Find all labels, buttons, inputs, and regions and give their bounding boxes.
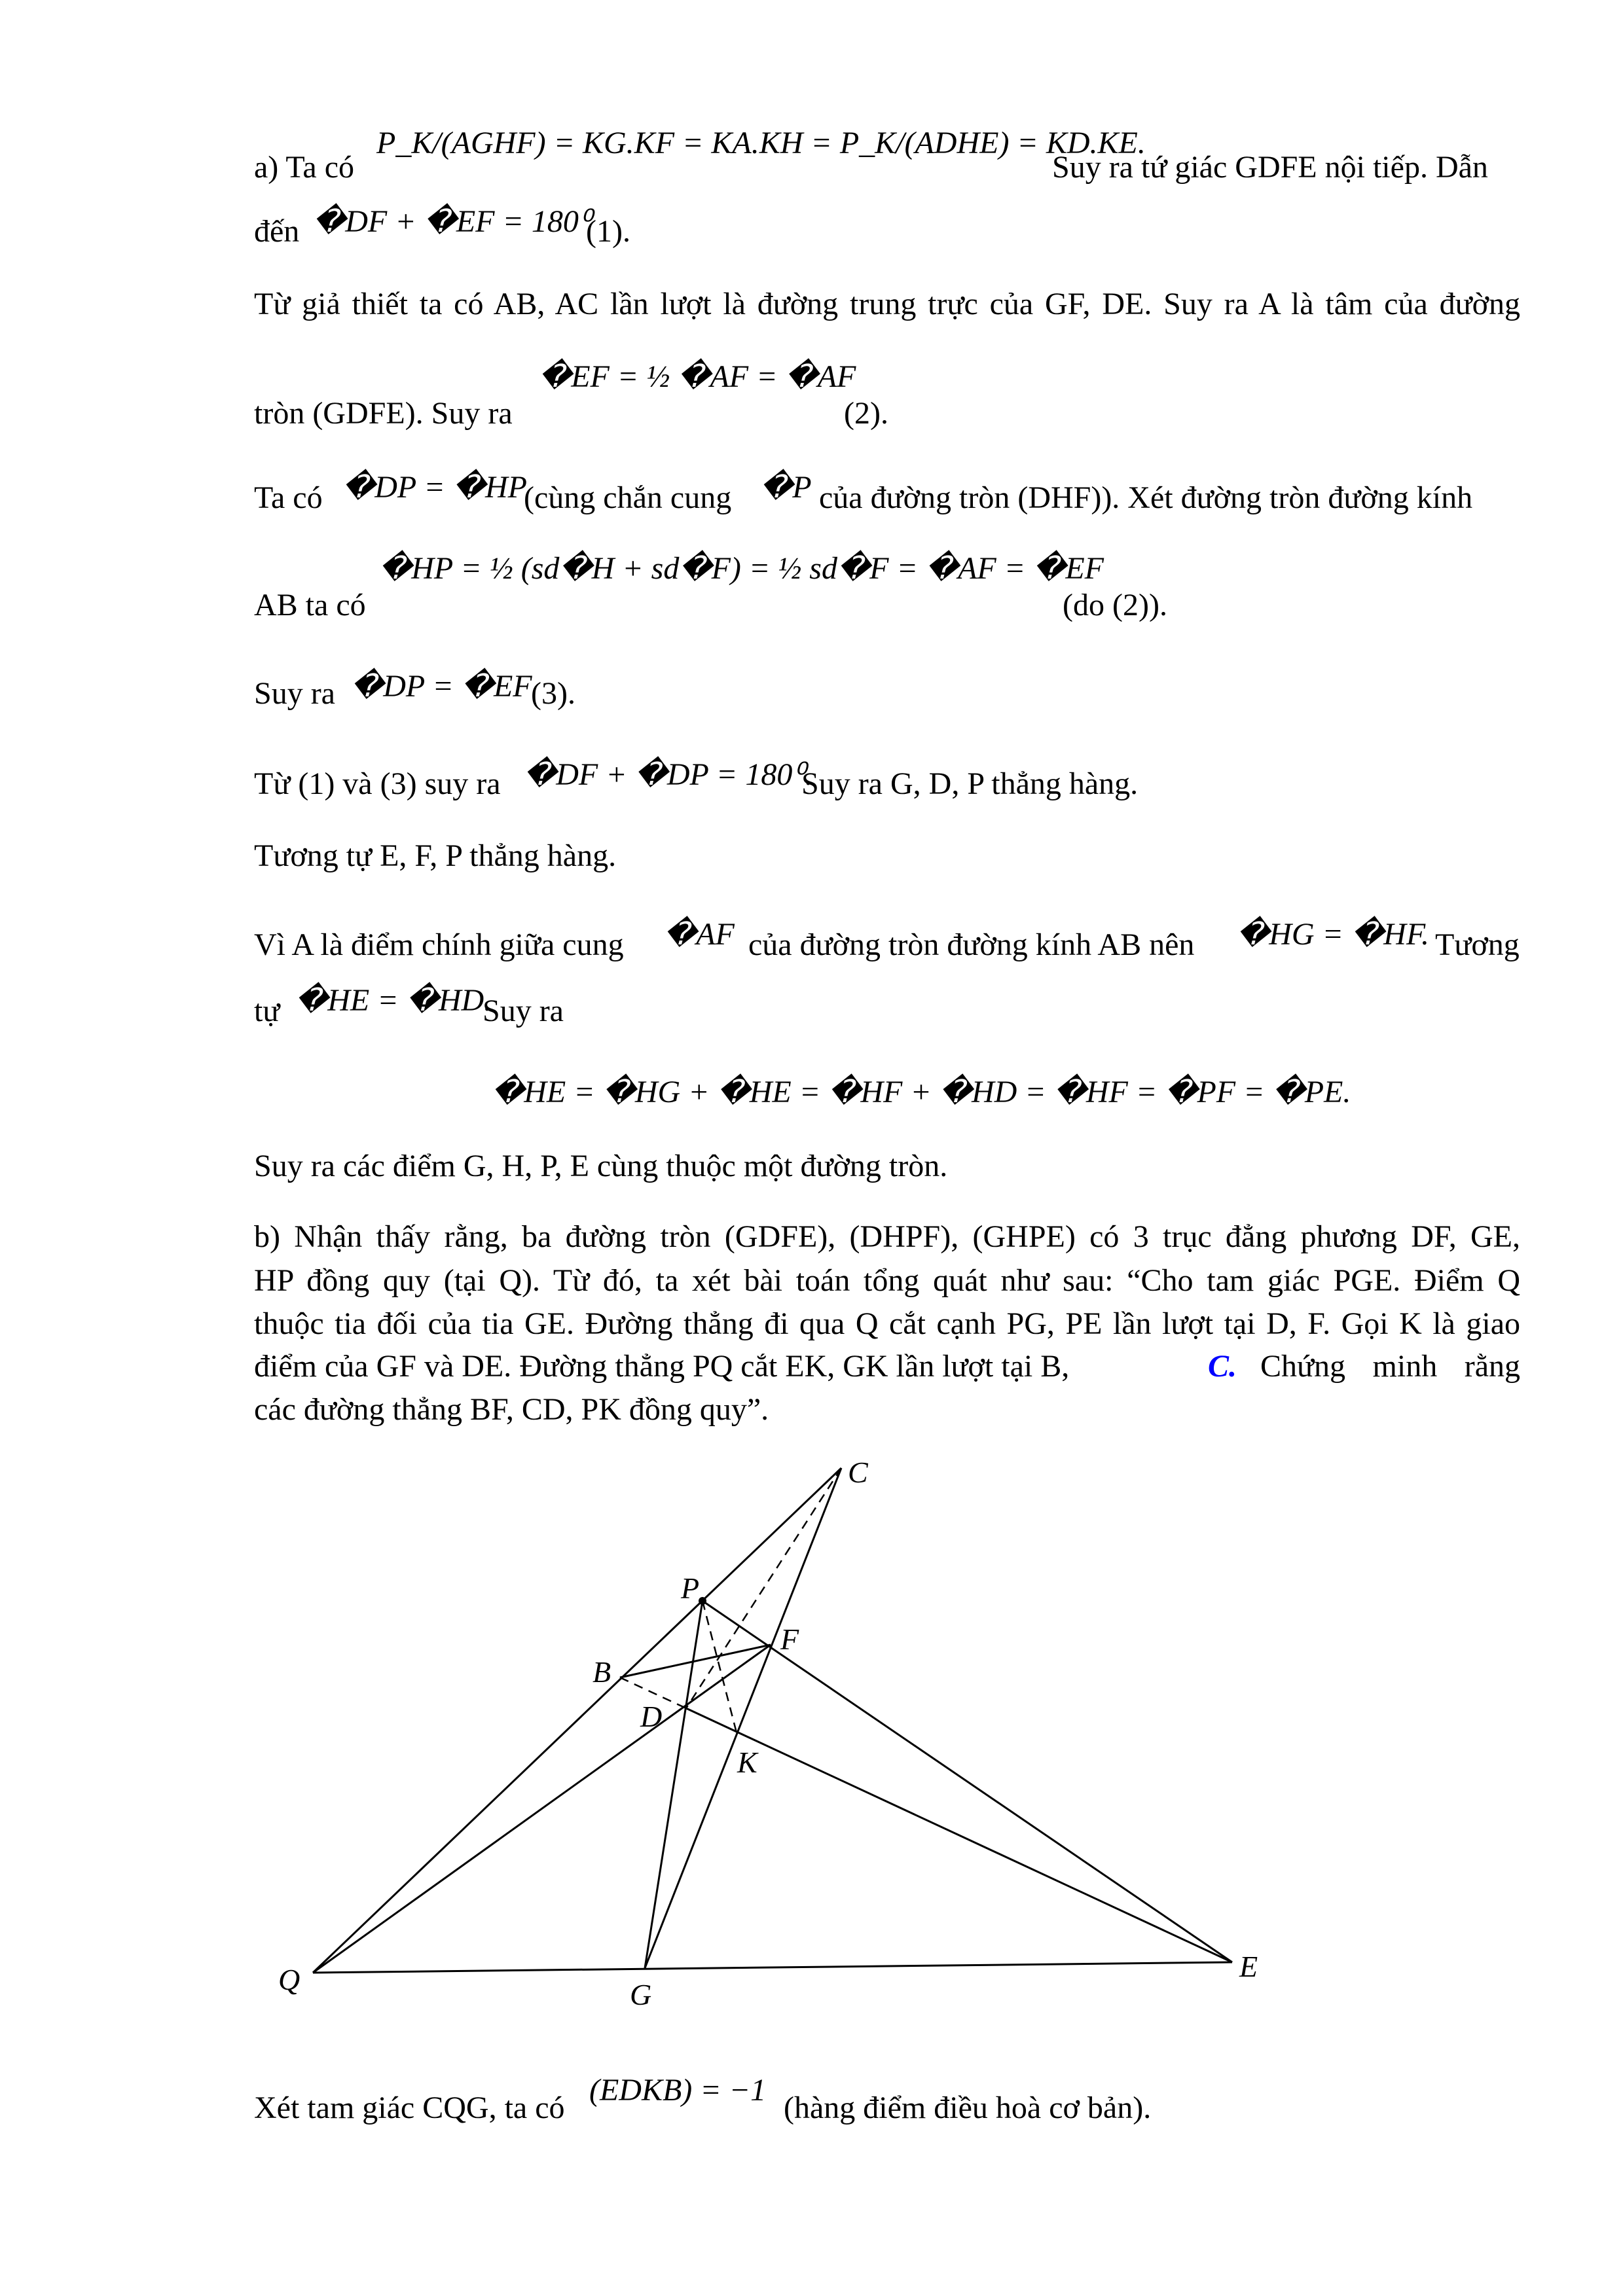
text: Suy ra tứ giác GDFE nội tiếp. Dẫn (1052, 150, 1488, 185)
text-line: Từ giả thiết ta có AB, AC lần lượt là đường trung trực của GF, DE. Suy ra A là tâm của đường (254, 287, 1520, 321)
text: Ta có (254, 480, 323, 515)
math-formula: �HG = �HF. (1237, 917, 1429, 952)
text: của đường tròn đường kính AB nên (748, 927, 1195, 962)
label-B: B (593, 1655, 611, 1689)
line-GC (645, 1468, 841, 1968)
dashed-CD (686, 1468, 841, 1708)
text-line: b) Nhận thấy rằng, ba đường tròn (GDFE), (DHPF), (GHPE) có 3 trục đẳng phương DF, GE, (254, 1219, 1520, 1254)
math-formula: �P (760, 470, 812, 505)
text: điểm của GF và DE. Đường thẳng PQ cắt EK, GK lần lượt tại B, (254, 1349, 1070, 1384)
math-formula: �HE = �HD. (295, 983, 492, 1018)
text: Tương tự E, F, P thẳng hàng. (254, 838, 617, 873)
math-formula: �HE = �HG + �HE = �HF + �HD = �HF = �PF = �PE. (492, 1075, 1351, 1109)
math-formula: �DP = �EF (351, 669, 532, 704)
text: của đường tròn (DHF)). Xét đường tròn đường kính (819, 480, 1473, 515)
text: Suy ra G, D, P thẳng hàng. (801, 766, 1139, 801)
text: Chứng minh rằng (1260, 1349, 1520, 1384)
text: tự (254, 994, 280, 1028)
text: Từ (1) và (3) suy ra (254, 766, 501, 801)
label-P: P (681, 1571, 700, 1605)
text: (cùng chắn cung (524, 480, 732, 515)
line-QE (313, 1962, 1232, 1973)
label-G: G (630, 1978, 652, 2011)
text: đến (254, 214, 300, 249)
label-D: D (640, 1700, 663, 1733)
text: a) Ta có (254, 150, 354, 185)
label-E: E (1239, 1950, 1258, 1983)
line-QF (313, 1645, 771, 1973)
text: (3). (531, 676, 575, 711)
text: Suy ra (254, 676, 335, 711)
text: tròn (GDFE). Suy ra (254, 396, 513, 431)
math-formula: (EDKB) = −1 (589, 2073, 767, 2108)
label-K: K (737, 1746, 757, 1779)
point-P (699, 1597, 706, 1605)
text: Suy ra các điểm G, H, P, E cùng thuộc một đường tròn. (254, 1149, 948, 1183)
text: Tương (1435, 927, 1520, 962)
text: các đường thẳng BF, CD, PK đồng quy”. (254, 1392, 769, 1427)
line-GP (645, 1601, 702, 1968)
text: AB ta có (254, 588, 366, 622)
text: (do (2)). (1063, 588, 1167, 622)
text: (hàng điểm điều hoà cơ bản). (784, 2090, 1152, 2125)
math-formula: �EF = ½ �AF = �AF (539, 359, 856, 394)
text-line: thuộc tia đối của tia GE. Đường thẳng đi qua Q cắt cạnh PG, PE lần lượt tại D, F. Gọi K là giao (254, 1306, 1520, 1341)
text-line: HP đồng quy (tại Q). Từ đó, ta xét bài toán tổng quát như sau: “Cho tam giác PGE. Điểm Q (254, 1263, 1520, 1298)
text: Xét tam giác CQG, ta có (254, 2090, 565, 2125)
label-F: F (780, 1623, 799, 1656)
math-formula: �DF + �DP = 180⁰. (524, 757, 813, 792)
line-DE (686, 1708, 1232, 1962)
math-formula: �HP = ½ (sd�H + sd�F) = ½ sd�F = �AF = �EF (379, 551, 1104, 586)
text: (1). (586, 214, 630, 249)
math-formula: P_K/(AGHF) = KG.KF = KA.KH = P_K/(ADHE) = KD.KE. (376, 126, 1146, 160)
math-formula: �DF + �EF = 180⁰ (313, 204, 592, 239)
text: Vì A là điểm chính giữa cung (254, 927, 624, 962)
highlight-text: C. (1208, 1349, 1237, 1384)
math-formula: �DP = �HP (342, 470, 527, 505)
label-C: C (848, 1456, 868, 1489)
math-formula: �AF (664, 917, 735, 952)
text: (2). (844, 396, 888, 431)
line-QC (313, 1468, 841, 1973)
text: Suy ra (483, 994, 564, 1028)
label-Q: Q (278, 1963, 301, 1996)
